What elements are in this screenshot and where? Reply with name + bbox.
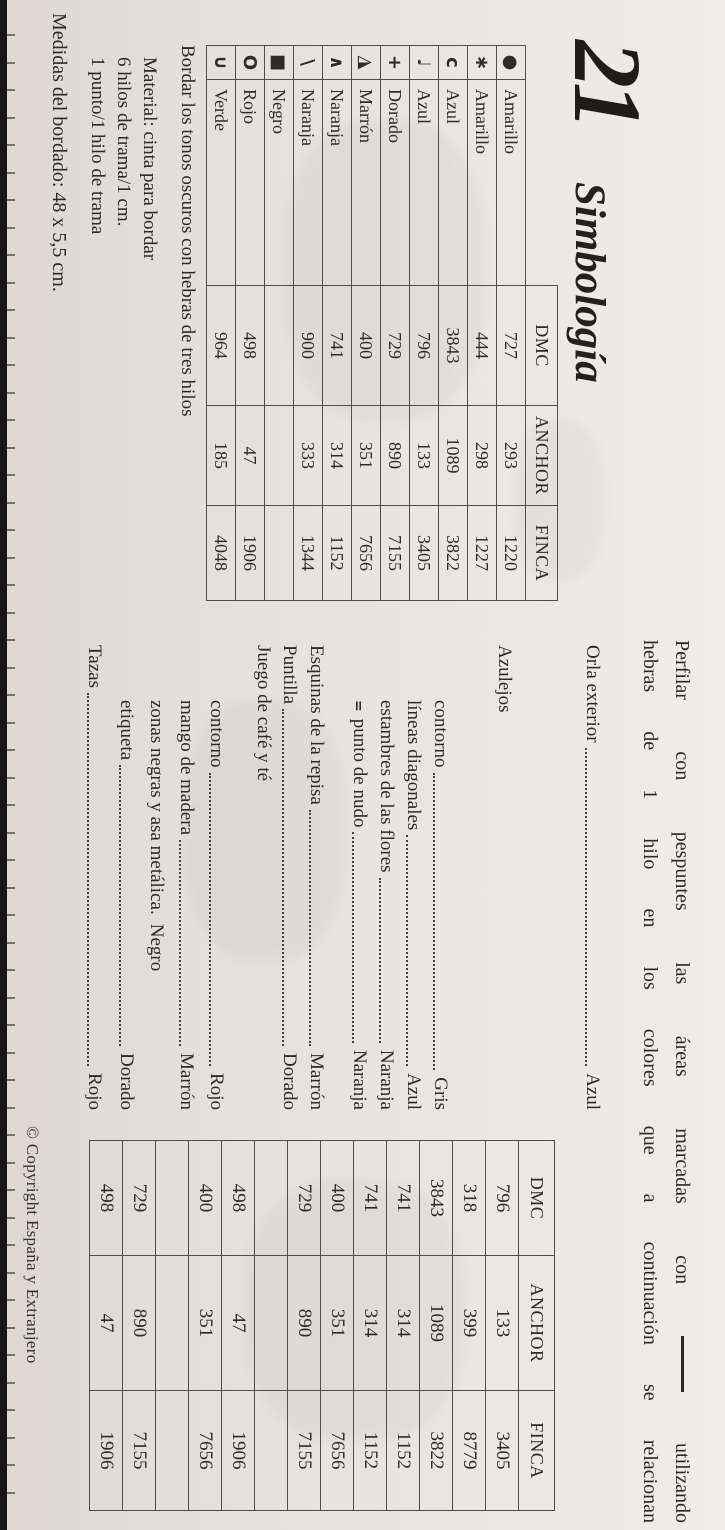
finca-code: 4048 (207, 506, 236, 601)
outline-table-row (354, 1141, 387, 1511)
anchor-code (156, 1256, 189, 1391)
scanner-tick-mark (6, 337, 15, 339)
color-name: Naranja (294, 80, 323, 286)
scanner-tick-mark (6, 639, 15, 641)
stitch-symbol: ■ (265, 46, 294, 80)
outline-list-heading (493, 645, 515, 1110)
item-label: estambres de las flores (376, 700, 397, 873)
finca-code: 3822 (420, 1391, 453, 1511)
outline-list-item (115, 645, 137, 1110)
scanner-tick-mark (6, 34, 15, 36)
outline-list-item (402, 645, 424, 1110)
finca-code: 7155 (381, 506, 410, 601)
column-header-anchor: ANCHOR (526, 406, 558, 506)
anchor-code: 890 (123, 1256, 156, 1391)
stitch-symbol: \ (294, 46, 323, 80)
anchor-code (265, 406, 294, 506)
anchor-code: 351 (321, 1256, 354, 1391)
dmc-code: 964 (207, 286, 236, 406)
dmc-code: 741 (354, 1141, 387, 1256)
symbology-row (468, 46, 497, 601)
color-name: Marrón (352, 80, 381, 286)
dmc-code: 729 (381, 286, 410, 406)
anchor-code (255, 1256, 288, 1391)
scanner-tick-mark (6, 1382, 15, 1384)
outline-table-row (288, 1141, 321, 1511)
anchor-code: 298 (468, 406, 497, 506)
column-header-finca: FINCA (526, 506, 558, 601)
outline-header-row (519, 1141, 555, 1511)
stitch-symbol: ♩ (410, 46, 439, 80)
item-color: Azul (403, 1073, 424, 1110)
scanner-tick-mark (6, 474, 15, 476)
finca-code: 1344 (294, 506, 323, 601)
outline-table-row (420, 1141, 453, 1511)
finca-code: 7155 (123, 1391, 156, 1511)
item-color: Dorado (116, 1053, 137, 1110)
dmc-code: 400 (321, 1141, 354, 1256)
finca-code: 1227 (468, 506, 497, 601)
dmc-code: 729 (123, 1141, 156, 1256)
dotted-leader (119, 765, 121, 1046)
scanner-tick-mark (6, 1162, 15, 1164)
dmc-code: 400 (189, 1141, 222, 1256)
item-color: Marrón (306, 1053, 327, 1110)
item-color: Marrón (176, 1053, 197, 1110)
outline-list-item (581, 645, 603, 1110)
scanner-tick-mark (6, 89, 15, 91)
dmc-code: 727 (497, 286, 526, 406)
anchor-code: 293 (497, 406, 526, 506)
dmc-code (156, 1141, 189, 1256)
outline-list-item (145, 645, 167, 1110)
material-line: 1 punto/1 hilo de trama (87, 57, 108, 235)
outline-list-item (278, 645, 300, 1110)
outline-table-row (222, 1141, 255, 1511)
outline-table-row (321, 1141, 354, 1511)
scanner-tick-mark (6, 1244, 15, 1246)
header-empty-cell (526, 46, 558, 286)
item-label: contorno (430, 700, 451, 768)
finca-code: 3822 (439, 506, 468, 601)
symbology-row (236, 46, 265, 601)
outline-table-row (255, 1141, 288, 1511)
finca-code: 1152 (354, 1391, 387, 1511)
dmc-code: 741 (387, 1141, 420, 1256)
stitch-symbol: c (439, 46, 468, 80)
outline-list-item (429, 645, 451, 1110)
symbology-table (206, 45, 558, 601)
dmc-code: 498 (236, 286, 265, 406)
item-label: Juego de café y té (253, 645, 274, 782)
symbology-row (294, 46, 323, 601)
finca-code: 8779 (453, 1391, 486, 1511)
dmc-code: 796 (486, 1141, 519, 1256)
scanner-tick-mark (6, 117, 15, 119)
stitch-symbol: ∧ (323, 46, 352, 80)
finca-code: 1152 (323, 506, 352, 601)
anchor-code: 890 (381, 406, 410, 506)
outline-list-item (205, 645, 227, 1110)
dmc-code: 318 (453, 1141, 486, 1256)
outline-table-row (486, 1141, 519, 1511)
scanner-tick-mark (6, 309, 15, 311)
scanner-tick-mark (6, 1272, 15, 1274)
finca-code: 1152 (387, 1391, 420, 1511)
scanner-tick-mark (6, 914, 15, 916)
scanner-tick-mark (6, 392, 15, 394)
scanner-tick-mark (6, 529, 15, 531)
item-label: mango de madera (176, 700, 197, 836)
dotted-leader (585, 748, 587, 1066)
finca-code: 3405 (410, 506, 439, 601)
dark-tones-note: Bordar los tonos oscuros con hebras de tres hilos (177, 45, 198, 417)
dmc-code: 3843 (420, 1141, 453, 1256)
scanner-tick-mark (6, 62, 15, 64)
outline-list-item (375, 645, 397, 1110)
scanner-tick-mark (6, 1354, 15, 1356)
item-label: Esquinas de la repisa (306, 645, 327, 805)
item-label: Tazas (84, 645, 105, 688)
finca-code: 7155 (288, 1391, 321, 1511)
scanner-tick-mark (6, 1327, 15, 1329)
scanner-tick-mark (6, 199, 15, 201)
finca-code (156, 1391, 189, 1511)
color-name: Amarillo (468, 80, 497, 286)
scanner-tick-mark (6, 942, 15, 944)
symbology-row (207, 46, 236, 601)
anchor-code: 1089 (420, 1256, 453, 1391)
material-note (84, 57, 162, 260)
anchor-code: 1089 (439, 406, 468, 506)
dmc-code: 444 (468, 286, 497, 406)
outline-list-item (175, 645, 197, 1110)
dotted-leader (87, 693, 89, 1066)
material-line: Material: cinta para bordar (139, 57, 160, 261)
item-label: Puntilla (279, 645, 300, 705)
anchor-code: 351 (352, 406, 381, 506)
scanner-tick-mark (6, 227, 15, 229)
anchor-code: 185 (207, 406, 236, 506)
color-name: Azul (410, 80, 439, 286)
finca-code: 7656 (352, 506, 381, 601)
anchor-code: 351 (189, 1256, 222, 1391)
item-color: Dorado (279, 1053, 300, 1110)
dmc-code (255, 1141, 288, 1256)
outline-color-table (89, 1140, 555, 1511)
scanner-tick-mark (6, 804, 15, 806)
dotted-leader (379, 878, 381, 1043)
item-color: Naranja (376, 1049, 397, 1110)
dmc-code: 400 (352, 286, 381, 406)
dmc-code: 796 (410, 286, 439, 406)
item-label: punto de nudo (349, 718, 370, 828)
item-color: Negro (146, 923, 167, 972)
finca-code: 3405 (486, 1391, 519, 1511)
page-title: Simbología (566, 182, 613, 383)
outline-table-row (156, 1141, 189, 1511)
scanner-tick-mark (6, 1409, 15, 1411)
outline-table-row (453, 1141, 486, 1511)
outline-table-row (387, 1141, 420, 1511)
scanner-tick-mark (6, 777, 15, 779)
item-label: Orla exterior (582, 645, 603, 743)
scanner-tick-mark (6, 612, 15, 614)
finca-code: 1906 (90, 1391, 123, 1511)
scanner-tick-mark (6, 667, 15, 669)
scanner-tick-mark (6, 859, 15, 861)
dotted-leader (282, 709, 284, 1046)
stitch-symbol: + (381, 46, 410, 80)
copyright-notice: © Copyright España y Extranjero (23, 1126, 42, 1364)
measurements-note: Medidas del bordado: 48 x 5,5 cm. (48, 13, 70, 292)
color-name: Azul (439, 80, 468, 286)
scanner-tick-mark (6, 832, 15, 834)
scanner-tick-mark (6, 447, 15, 449)
outline-list-heading (252, 645, 274, 1110)
scanner-tick-mark (6, 1052, 15, 1054)
scanner-tick-mark (6, 254, 15, 256)
item-label: contorno (206, 700, 227, 768)
anchor-code: 47 (236, 406, 265, 506)
stitch-symbol: ∗ (468, 46, 497, 80)
scanner-tick-mark (6, 1024, 15, 1026)
item-label: etiqueta (116, 700, 137, 761)
finca-code (265, 506, 294, 601)
scanner-tick-mark (6, 694, 15, 696)
scanner-tick-mark (6, 419, 15, 421)
intro-line-2: hebras de 1 hilo en los colores que a continuación se relacionan (639, 640, 661, 1523)
finca-code: 7656 (189, 1391, 222, 1511)
dmc-code: 741 (323, 286, 352, 406)
outline-table-row (123, 1141, 156, 1511)
anchor-code: 47 (90, 1256, 123, 1391)
symbology-row (323, 46, 352, 601)
dotted-leader (179, 840, 181, 1046)
scanner-tick-mark (6, 1217, 15, 1219)
anchor-code: 133 (486, 1256, 519, 1391)
anchor-code: 890 (288, 1256, 321, 1391)
symbology-row (439, 46, 468, 601)
scanner-tick-mark (6, 1107, 15, 1109)
stitch-symbol: ● (497, 46, 526, 80)
anchor-code: 333 (294, 406, 323, 506)
color-name: Rojo (236, 80, 265, 286)
outline-list-item (348, 645, 370, 1110)
item-color: Rojo (84, 1073, 105, 1110)
scanner-tick-mark (6, 557, 15, 559)
scanner-tick-mark (6, 1189, 15, 1191)
scanner-tick-mark (6, 969, 15, 971)
finca-code (255, 1391, 288, 1511)
stitch-symbol: ∪ (207, 46, 236, 80)
symbology-row (410, 46, 439, 601)
anchor-code: 47 (222, 1256, 255, 1391)
stitch-symbol: ◮ (352, 46, 381, 80)
finca-code: 1220 (497, 506, 526, 601)
symbology-row (265, 46, 294, 601)
material-line: 6 hilos de trama/1 cm. (113, 57, 134, 227)
scanner-tick-mark (6, 722, 15, 724)
intro-text-before-dash: Perfilar con pespuntes las áreas marcadas con (671, 640, 693, 1285)
dotted-leader (406, 835, 408, 1066)
symbology-row (497, 46, 526, 601)
column-header-anchor: ANCHOR (519, 1256, 555, 1391)
dmc-code: 900 (294, 286, 323, 406)
page-number: 21 (554, 40, 661, 124)
symbology-row (352, 46, 381, 601)
item-label: Azulejos (494, 645, 515, 713)
color-name: Amarillo (497, 80, 526, 286)
knot-stitch-symbol: = (350, 700, 366, 712)
scanner-tick-mark (6, 502, 15, 504)
outline-list-item (305, 645, 327, 1110)
scanner-tick-mark (6, 887, 15, 889)
outline-intro (634, 640, 698, 1523)
finca-code: 1906 (236, 506, 265, 601)
column-header-dmc: DMC (519, 1141, 555, 1256)
item-color: Naranja (349, 1049, 370, 1110)
dotted-leader (309, 810, 311, 1046)
color-name: Negro (265, 80, 294, 286)
item-color: Rojo (206, 1073, 227, 1110)
dmc-code: 729 (288, 1141, 321, 1256)
backstitch-dash-mark (681, 1336, 684, 1392)
dmc-code (265, 286, 294, 406)
stitch-symbol: O (236, 46, 265, 80)
item-label: zonas negras y asa metálica. (146, 700, 167, 915)
anchor-code: 314 (387, 1256, 420, 1391)
scanner-tick-mark (6, 1079, 15, 1081)
symbology-row (381, 46, 410, 601)
scanner-tick-mark (6, 749, 15, 751)
dmc-code: 498 (222, 1141, 255, 1256)
scanner-tick-mark (6, 144, 15, 146)
finca-code: 1906 (222, 1391, 255, 1511)
dotted-leader (433, 773, 435, 1071)
item-color: Azul (582, 1073, 603, 1110)
scanner-tick-mark (6, 997, 15, 999)
scanner-tick-mark (6, 1134, 15, 1136)
dmc-code: 3843 (439, 286, 468, 406)
column-header-dmc: DMC (526, 286, 558, 406)
scanner-tick-mark (6, 1437, 15, 1439)
dmc-code: 498 (90, 1141, 123, 1256)
anchor-code: 314 (323, 406, 352, 506)
symbology-header-row (526, 46, 558, 601)
scanner-tick-mark (6, 282, 15, 284)
column-header-finca: FINCA (519, 1391, 555, 1511)
anchor-code: 399 (453, 1256, 486, 1391)
scanner-tick-mark (6, 364, 15, 366)
intro-line-1 (666, 640, 698, 1523)
color-name: Verde (207, 80, 236, 286)
scanner-tick-mark (6, 1464, 15, 1466)
anchor-code: 314 (354, 1256, 387, 1391)
color-name: Naranja (323, 80, 352, 286)
item-color: Gris (430, 1077, 451, 1110)
outline-table-row (189, 1141, 222, 1511)
outline-list-item (83, 645, 105, 1110)
dotted-leader (352, 832, 354, 1042)
finca-code: 7656 (321, 1391, 354, 1511)
color-name: Dorado (381, 80, 410, 286)
anchor-code: 133 (410, 406, 439, 506)
scanner-tick-mark (6, 1492, 15, 1494)
scanner-tick-mark (6, 584, 15, 586)
item-label: líneas diagonales (403, 700, 424, 831)
outline-table-row (90, 1141, 123, 1511)
scanner-tick-mark (6, 1299, 15, 1301)
dotted-leader (209, 773, 211, 1067)
scanner-tick-mark (6, 172, 15, 174)
intro-text-after-dash: utilizando (671, 1443, 693, 1523)
